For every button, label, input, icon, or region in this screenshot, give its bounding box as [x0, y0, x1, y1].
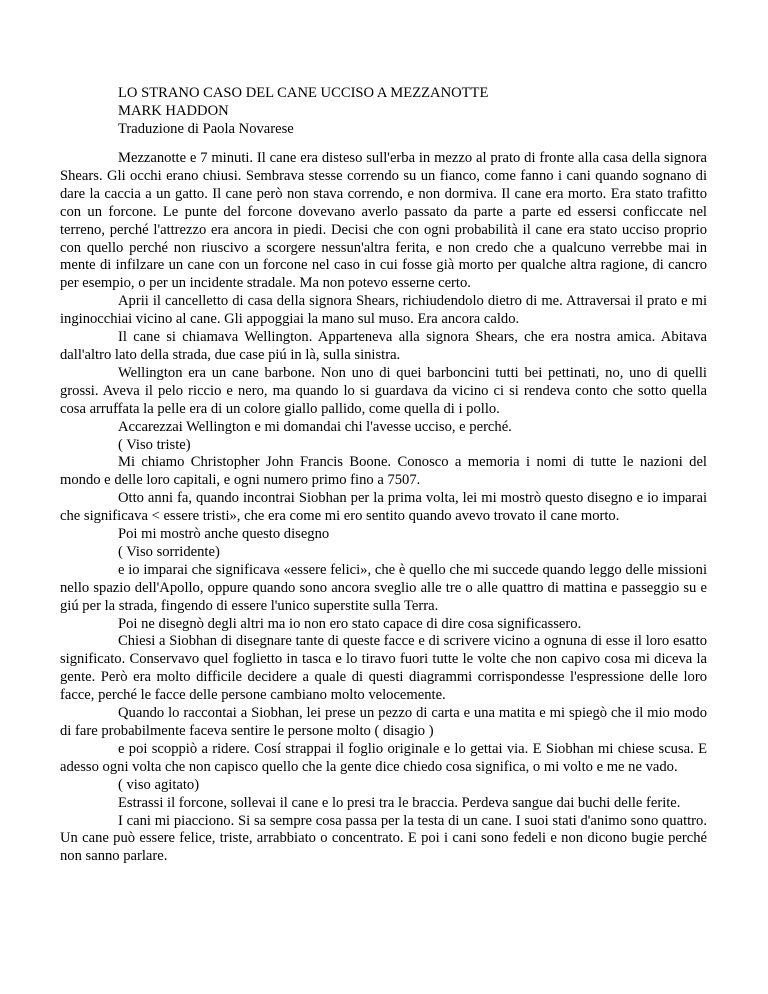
- paragraph: Aprii il cancelletto di casa della signora Shears, richiudendolo dietro di me. Attraversai il prato e mi inginocchiai vicino al cane. Gli appoggiai la mano sul muso. Era ancora caldo.: [60, 293, 707, 328]
- paragraph: I cani mi piacciono. Si sa sempre cosa passa per la testa di un cane. I suoi stati d'animo sono quattro. Un cane può essere felice, triste, arrabbiato o concentrato. E poi i cani sono fedeli e non dicono bugie perché non sanno parlare.: [60, 812, 707, 865]
- paragraph: Mi chiamo Christopher John Francis Boone. Conosco a memoria i nomi di tutte le nazioni del mondo e delle loro capitali, e ogni numero primo fino a 7507.: [60, 454, 707, 489]
- paragraph: Estrassi il forcone, sollevai il cane e lo presi tra le braccia. Perdeva sangue dai buchi delle ferite.: [118, 794, 681, 811]
- paragraph: ( Viso triste): [118, 436, 191, 453]
- paragraph: Mezzanotte e 7 minuti. Il cane era disteso sull'erba in mezzo al prato di fronte alla casa della signora Shears. Gli occhi erano chiusi. Sembrava stesse correndo su un fianco, come fanno i cani quando sognano di dare la caccia a un gatto. Il cane però non stava correndo, e non dormiva. Il cane era morto. Era stato trafitto con un forcone. Le punte del forcone dovevano averlo passato da parte a parte ed essersi conficcate nel terreno, perché l'attrezzo era ancora in piedi. Decisi che con ogni probabilità il cane era stato ucciso proprio con quello perché non riuscivo a scorgere nessun'altra ferita, e non credo che a qualcuno verrebbe mai in mente di infilzare un cane con un forcone nel caso in cui fosse già morto per qualche altra ragione, di cancro per esempio, o per un incidente stradale. Ma non potevo esserne certo.: [60, 150, 707, 292]
- paragraph: e poi scoppiò a ridere. Cosí strappai il foglio originale e lo gettai via. E Siobhan mi chiese scusa. E adesso ogni volta che non capisco quello che la gente dice chiedo cosa significa, o mi volto e me ne vado.: [60, 740, 707, 775]
- document-heading: [118, 84, 488, 139]
- paragraph: ( Viso sorridente): [118, 543, 220, 560]
- paragraph: e io imparai che significava «essere felici», che è quello che mi succede quando leggo delle missioni nello spazio dell'Apollo, oppure quando sono ancora sveglio alle tre o alle quattro di mattina e passeggio su e giú per la strada, fingendo di essere l'unico superstite sulla Terra.: [60, 561, 707, 614]
- document-body: [60, 150, 707, 866]
- paragraph: Chiesi a Siobhan di disegnare tante di queste facce e di scrivere vicino a ognuna di esse il loro esatto significato. Conservavo quel foglietto in tasca e lo tiravo fuori tutte le volte che non capivo cosa mi diceva la gente. Però era molto difficile decidere a quale di questi diagrammi corrispondesse l'espressione delle loro facce, perché le facce delle persone cambiano molto velocemente.: [60, 633, 707, 704]
- translator-credit: Traduzione di Paola Novarese: [118, 121, 294, 138]
- book-author: MARK HADDON: [118, 103, 229, 120]
- paragraph: Quando lo raccontai a Siobhan, lei prese un pezzo di carta e una matita e mi spiegò che il mio modo di fare probabilmente faceva sentire le persone molto ( disagio ): [60, 705, 707, 739]
- paragraph: Wellington era un cane barbone. Non uno di quei barboncini tutti bei pettinati, no, uno di quelli grossi. Aveva il pelo riccio e nero, ma quando lo si guardava da vicino ci si rendeva conto che sotto quella cosa arruffata la pelle era di un colore giallo pallido, come quella di i pollo.: [60, 364, 707, 417]
- book-title: LO STRANO CASO DEL CANE UCCISO A MEZZANOTTE: [118, 85, 489, 101]
- paragraph: ( viso agitato): [118, 776, 200, 793]
- paragraph: Otto anni fa, quando incontrai Siobhan per la prima volta, lei mi mostrò questo disegno e io imparai che significava < essere tristi», che era come mi ero sentito quando avevo trovato il cane morto.: [60, 490, 707, 525]
- paragraph: Poi mi mostrò anche questo disegno: [118, 526, 330, 543]
- paragraph: Il cane si chiamava Wellington. Apparteneva alla signora Shears, che era nostra amica. Abitava dall'altro lato della strada, due case piú in là, sulla sinistra.: [60, 329, 707, 363]
- paragraph: Poi ne disegnò degli altri ma io non ero stato capace di dire cosa significassero.: [118, 615, 582, 632]
- paragraph: Accarezzai Wellington e mi domandai chi l'avesse ucciso, e perché.: [118, 418, 512, 435]
